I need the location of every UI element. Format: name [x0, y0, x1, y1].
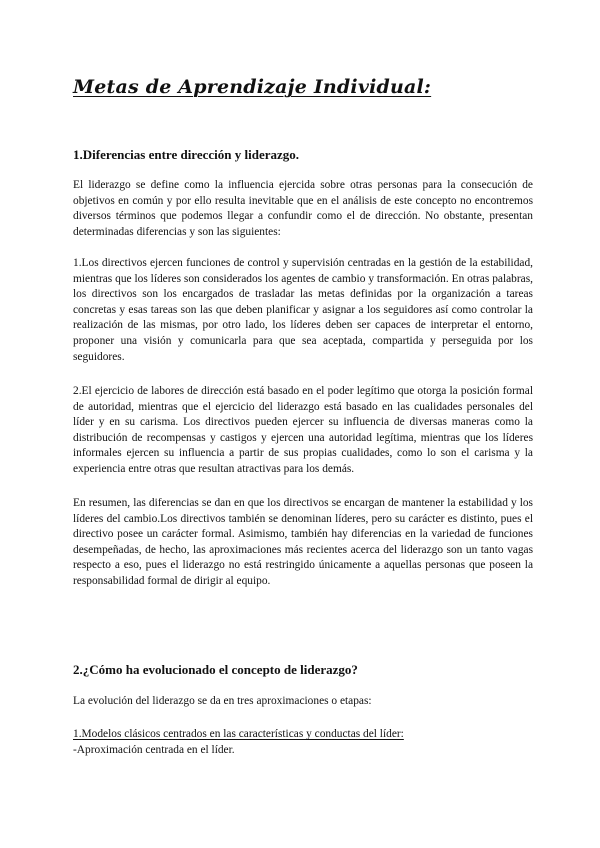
section-1-paragraph-4: En resumen, las diferencias se dan en que los directivos se encargan de mantener la estabilidad y los líderes del cambio.Los directivos también se denominan líderes, pero su carácter es distinto, pues el directivo posee un carácter formal. Asimismo, también hay diferencias en la variedad de funciones desempeñadas, de hecho, las aproximaciones más recientes acerca del liderazgo son un tanto vagas respecto a eso, pues el liderazgo no está restringido únicamente a aquellas personas que poseen la responsabilidad formal de dirigir al equipo. [73, 497, 533, 587]
section-2-heading: 2.¿Cómo ha evolucionado el concepto de liderazgo? [73, 662, 358, 677]
section-2-list-item: -Aproximación centrada en el líder. [73, 744, 235, 756]
section-1-paragraph-2: 1.Los directivos ejercen funciones de control y supervisión centradas en la gestión de la estabilidad, mientras que los líderes son considerados los agentes de cambio y transformación. En otras palabras, los directivos son los encargados de trasladar las metas definidas por la organización a tareas concretas y esas tareas son las que deben planificar y asignar a los seguidores así como controlar la realización de las mismas, por otro lado, los líderes deben ser capaces de interpretar el entorno, proponer una visión y comunicarla para que sea aceptada, compartida y perseguida por los seguidores. [73, 257, 533, 363]
section-1-heading: 1.Diferencias entre dirección y liderazgo. [73, 147, 300, 162]
document-title: Metas de Aprendizaje Individual: [73, 76, 432, 98]
section-1-paragraph-3: 2.El ejercicio de labores de dirección está basado en el poder legítimo que otorga la posición formal de autoridad, mientras que el ejercicio del liderazgo está basado en las cualidades personales del líder y en su carisma. Los directivos pueden ejercer su influencia de diversas maneras como la distribución de recompensas y castigos y ejercen una autoridad legítima, mientras que los líderes informales ejercen su influencia a partir de sus propias cualidades, como lo son el carisma y la experiencia entre otras que resultan atractivas para los demás. [73, 385, 533, 475]
section-2-subheading: 1.Modelos clásicos centrados en las características y conductas del líder: [73, 728, 404, 740]
section-1-paragraph-1: El liderazgo se define como la influencia ejercida sobre otras personas para la consecución de objetivos en común y por ello resulta inevitable que en el análisis de este concepto no encontremos diversos términos que podemos llegar a confundir como el de dirección. No obstante, presentan determinadas diferencias y son las siguientes: [73, 179, 533, 238]
section-2-paragraph-1: La evolución del liderazgo se da en tres aproximaciones o etapas: [73, 695, 372, 707]
